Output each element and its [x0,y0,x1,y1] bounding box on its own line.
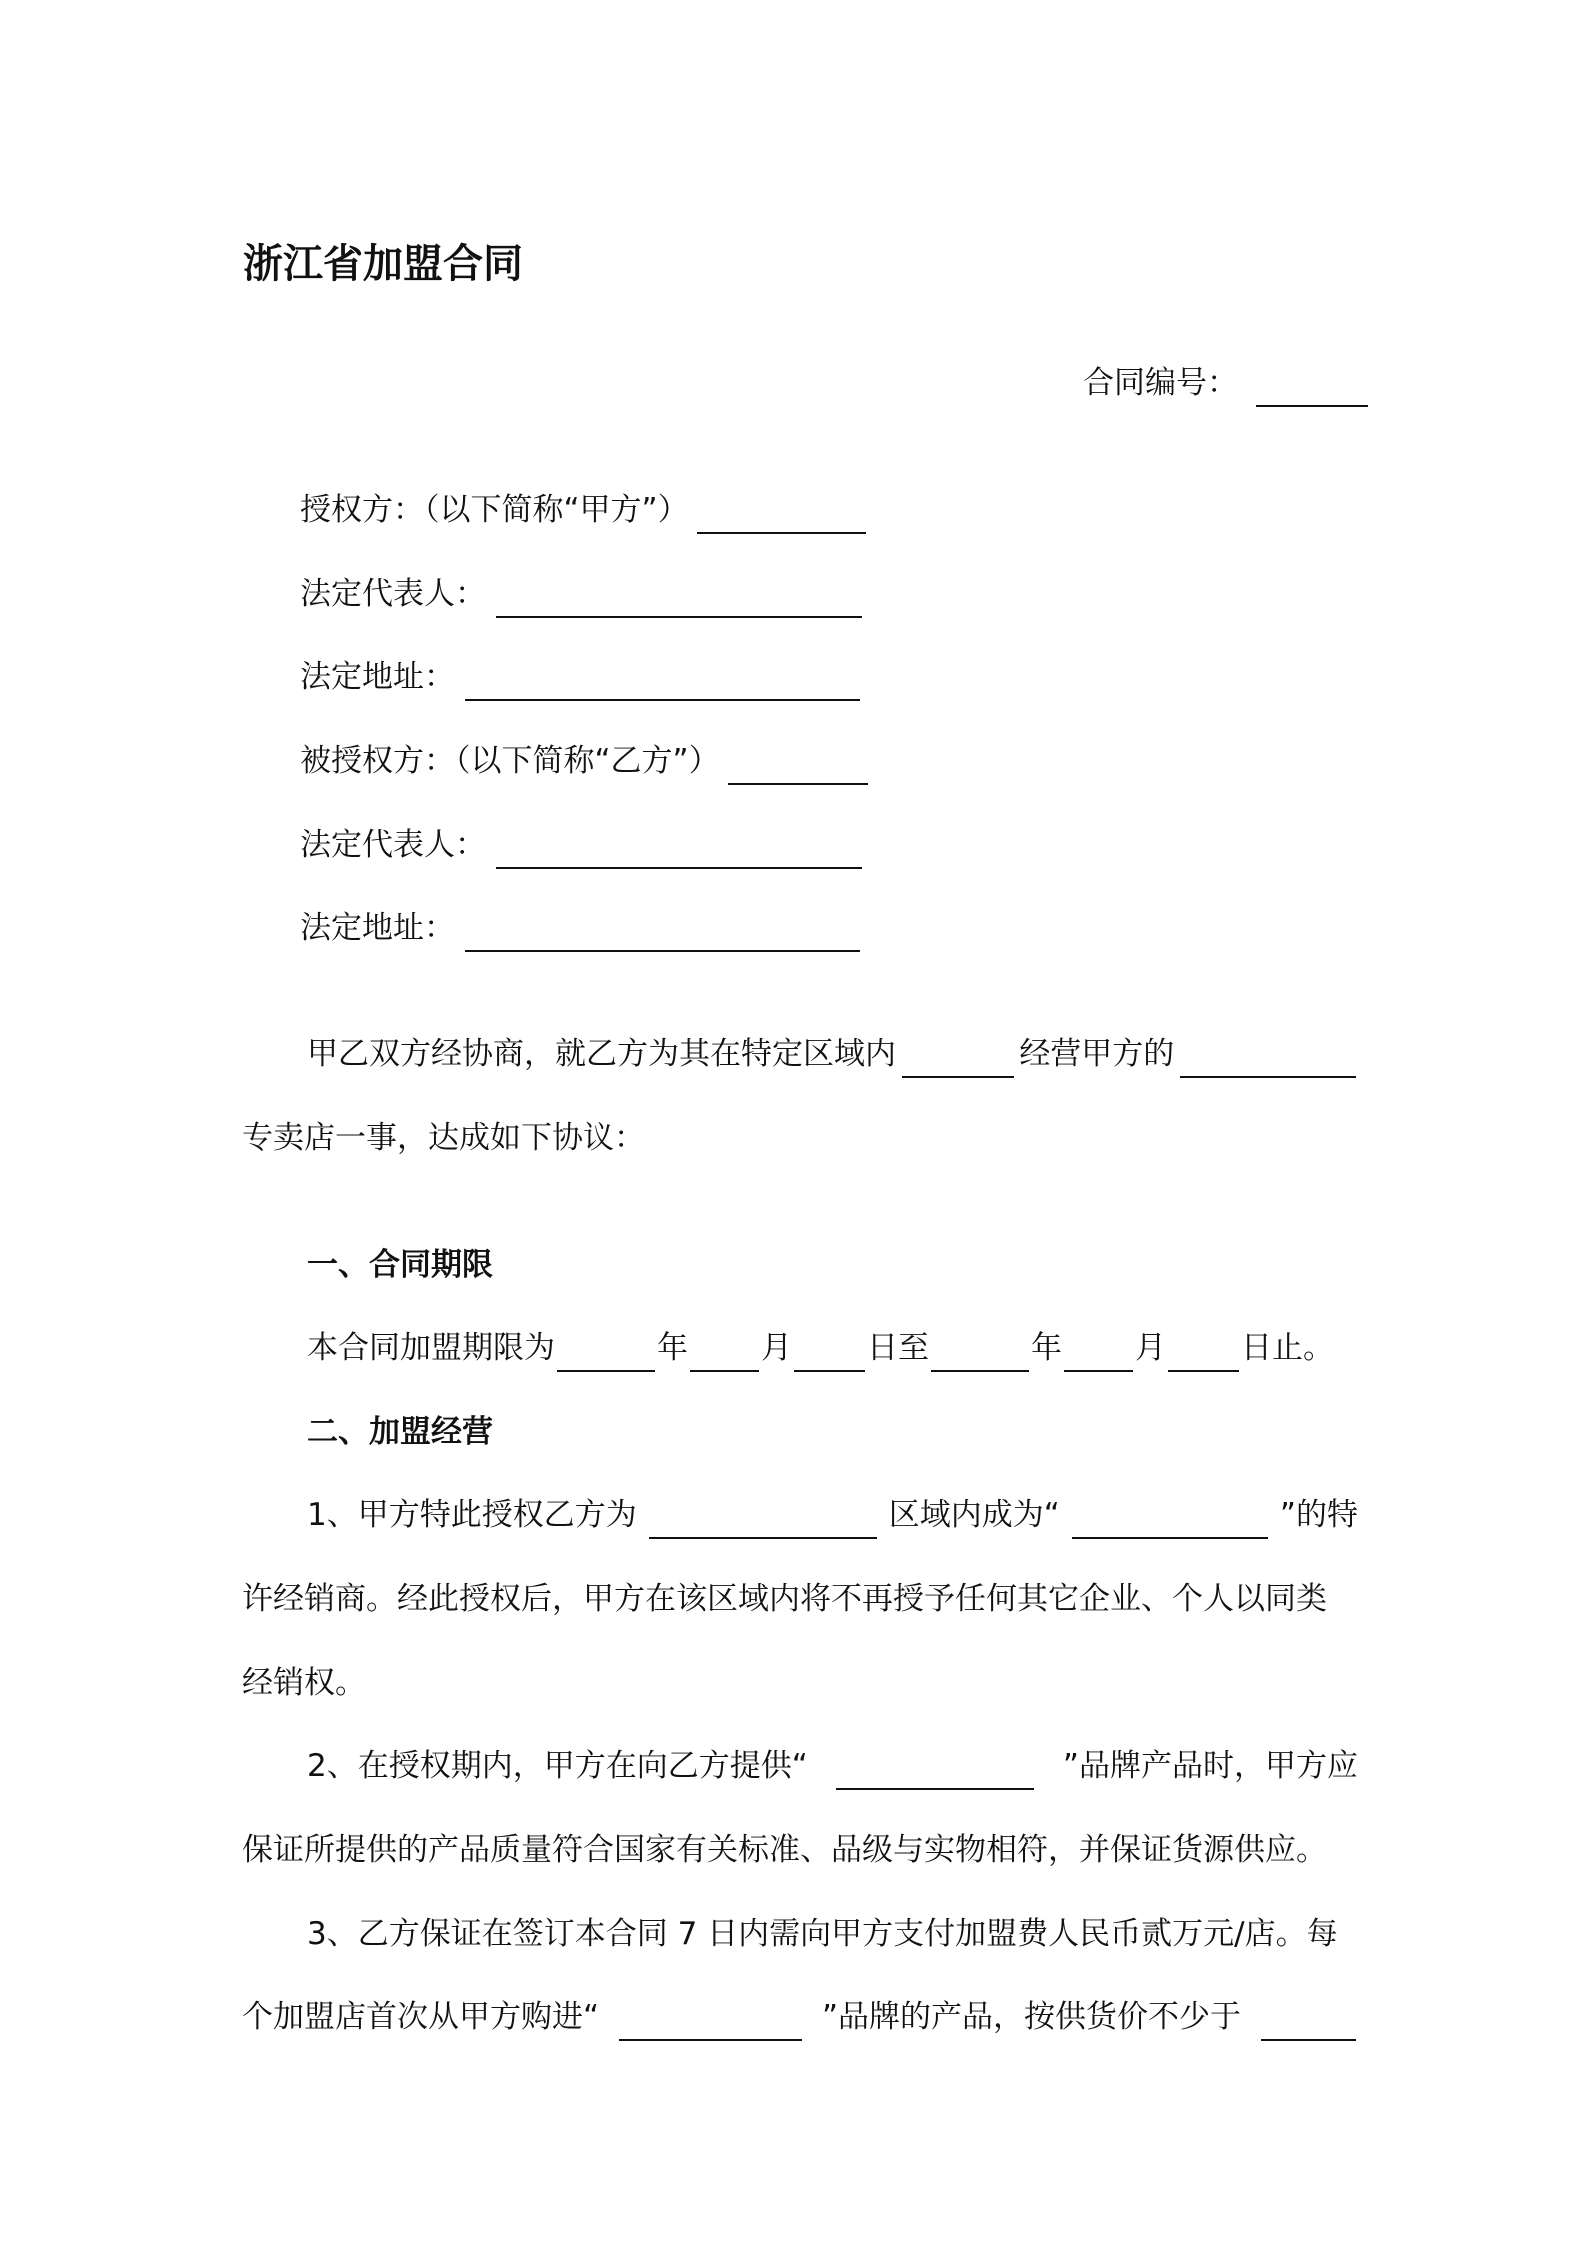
party-a-rep-label: 法定代表人： [300,576,486,612]
clause-3-brand-blank[interactable] [619,1999,802,2041]
intro-region-blank[interactable] [902,1036,1014,1078]
party-b-label: 被授权方：（以下简称“乙方”） [300,743,720,779]
party-a-address-line [300,653,862,701]
intro-text-1: 甲乙双方经协商，就乙方为其在特定区域内 [307,1036,896,1072]
party-b-address-blank[interactable] [465,910,860,952]
clause-2-text-1: 2、在授权期内，甲方在向乙方提供“ [307,1748,808,1784]
clause-1-region-blank[interactable] [649,1497,877,1539]
party-a-address-label: 法定地址： [300,659,455,695]
start-month-blank[interactable] [690,1330,759,1372]
start-day-blank[interactable] [794,1330,865,1372]
end-day-blank[interactable] [1168,1330,1239,1372]
clause-1-text-2: 区域内成为“ [888,1497,1060,1533]
party-a-label: 授权方：（以下简称“甲方”） [300,492,689,528]
clause-3-text-1: 个加盟店首次从甲方购进“ [242,1999,600,2035]
clause-3-line-1: 3、乙方保证在签订本合同 7 日内需向甲方支付加盟费人民币贰万元/店。每 [307,1916,1338,1952]
party-a-address-blank[interactable] [465,659,860,701]
month-label: 月 [1135,1330,1166,1366]
month-label: 月 [761,1330,792,1366]
party-b-address-line [300,904,862,952]
day-end-label: 日止。 [1241,1330,1334,1366]
clause-2-brand-blank[interactable] [836,1748,1034,1790]
intro-brand-blank[interactable] [1180,1036,1356,1078]
clause-2-line-2: 保证所提供的产品质量符合国家有关标准、品级与实物相符，并保证货源供应。 [242,1832,1327,1868]
clause-1-text-3: ”的特 [1279,1497,1358,1533]
section-1-heading: 一、合同期限 [307,1247,493,1283]
party-b-rep-label: 法定代表人： [300,827,486,863]
term-line [307,1324,1334,1372]
party-a-blank[interactable] [697,492,866,534]
clause-3-line-2 [242,1993,1358,2041]
party-b-line [300,737,870,785]
year-label: 年 [657,1330,688,1366]
clause-1-line-3: 经销权。 [242,1665,366,1701]
clause-2-text-2: ”品牌产品时，甲方应 [1062,1748,1358,1784]
intro-line-1 [307,1030,1358,1078]
clause-1-text-1: 1、甲方特此授权乙方为 [307,1497,637,1533]
intro-line-2 [242,1114,645,1162]
start-year-blank[interactable] [557,1330,655,1372]
party-b-rep-line [300,821,864,869]
clause-3-amount-blank[interactable] [1261,1999,1356,2041]
intro-text-2: 经营甲方的 [1019,1036,1175,1072]
contract-number-line [1083,359,1370,407]
end-month-blank[interactable] [1064,1330,1133,1372]
document-title: 浙江省加盟合同 [243,241,523,287]
party-b-address-label: 法定地址： [300,910,455,946]
section-2-heading: 二、加盟经营 [307,1414,493,1450]
contract-number-label: 合同编号： [1083,365,1238,401]
party-b-blank[interactable] [728,743,868,785]
party-b-rep-blank[interactable] [496,827,862,869]
contract-number-blank[interactable] [1256,365,1368,407]
clause-1-line-1 [307,1491,1358,1539]
party-a-line [300,486,868,534]
party-a-rep-line [300,570,864,618]
intro-text-3: 专卖店一事，达成如下协议： [242,1120,645,1156]
day-to-label: 日至 [867,1330,929,1366]
clause-1-line-2: 许经销商。经此授权后，甲方在该区域内将不再授予任何其它企业、个人以同类 [242,1581,1327,1617]
year-label: 年 [1031,1330,1062,1366]
term-text: 本合同加盟期限为 [307,1330,555,1366]
end-year-blank[interactable] [931,1330,1029,1372]
clause-1-brand-blank[interactable] [1072,1497,1268,1539]
party-a-rep-blank[interactable] [496,576,862,618]
clause-2-line-1 [307,1742,1358,1790]
clause-3-text-2: ”品牌的产品，按供货价不少于 [821,1999,1242,2035]
